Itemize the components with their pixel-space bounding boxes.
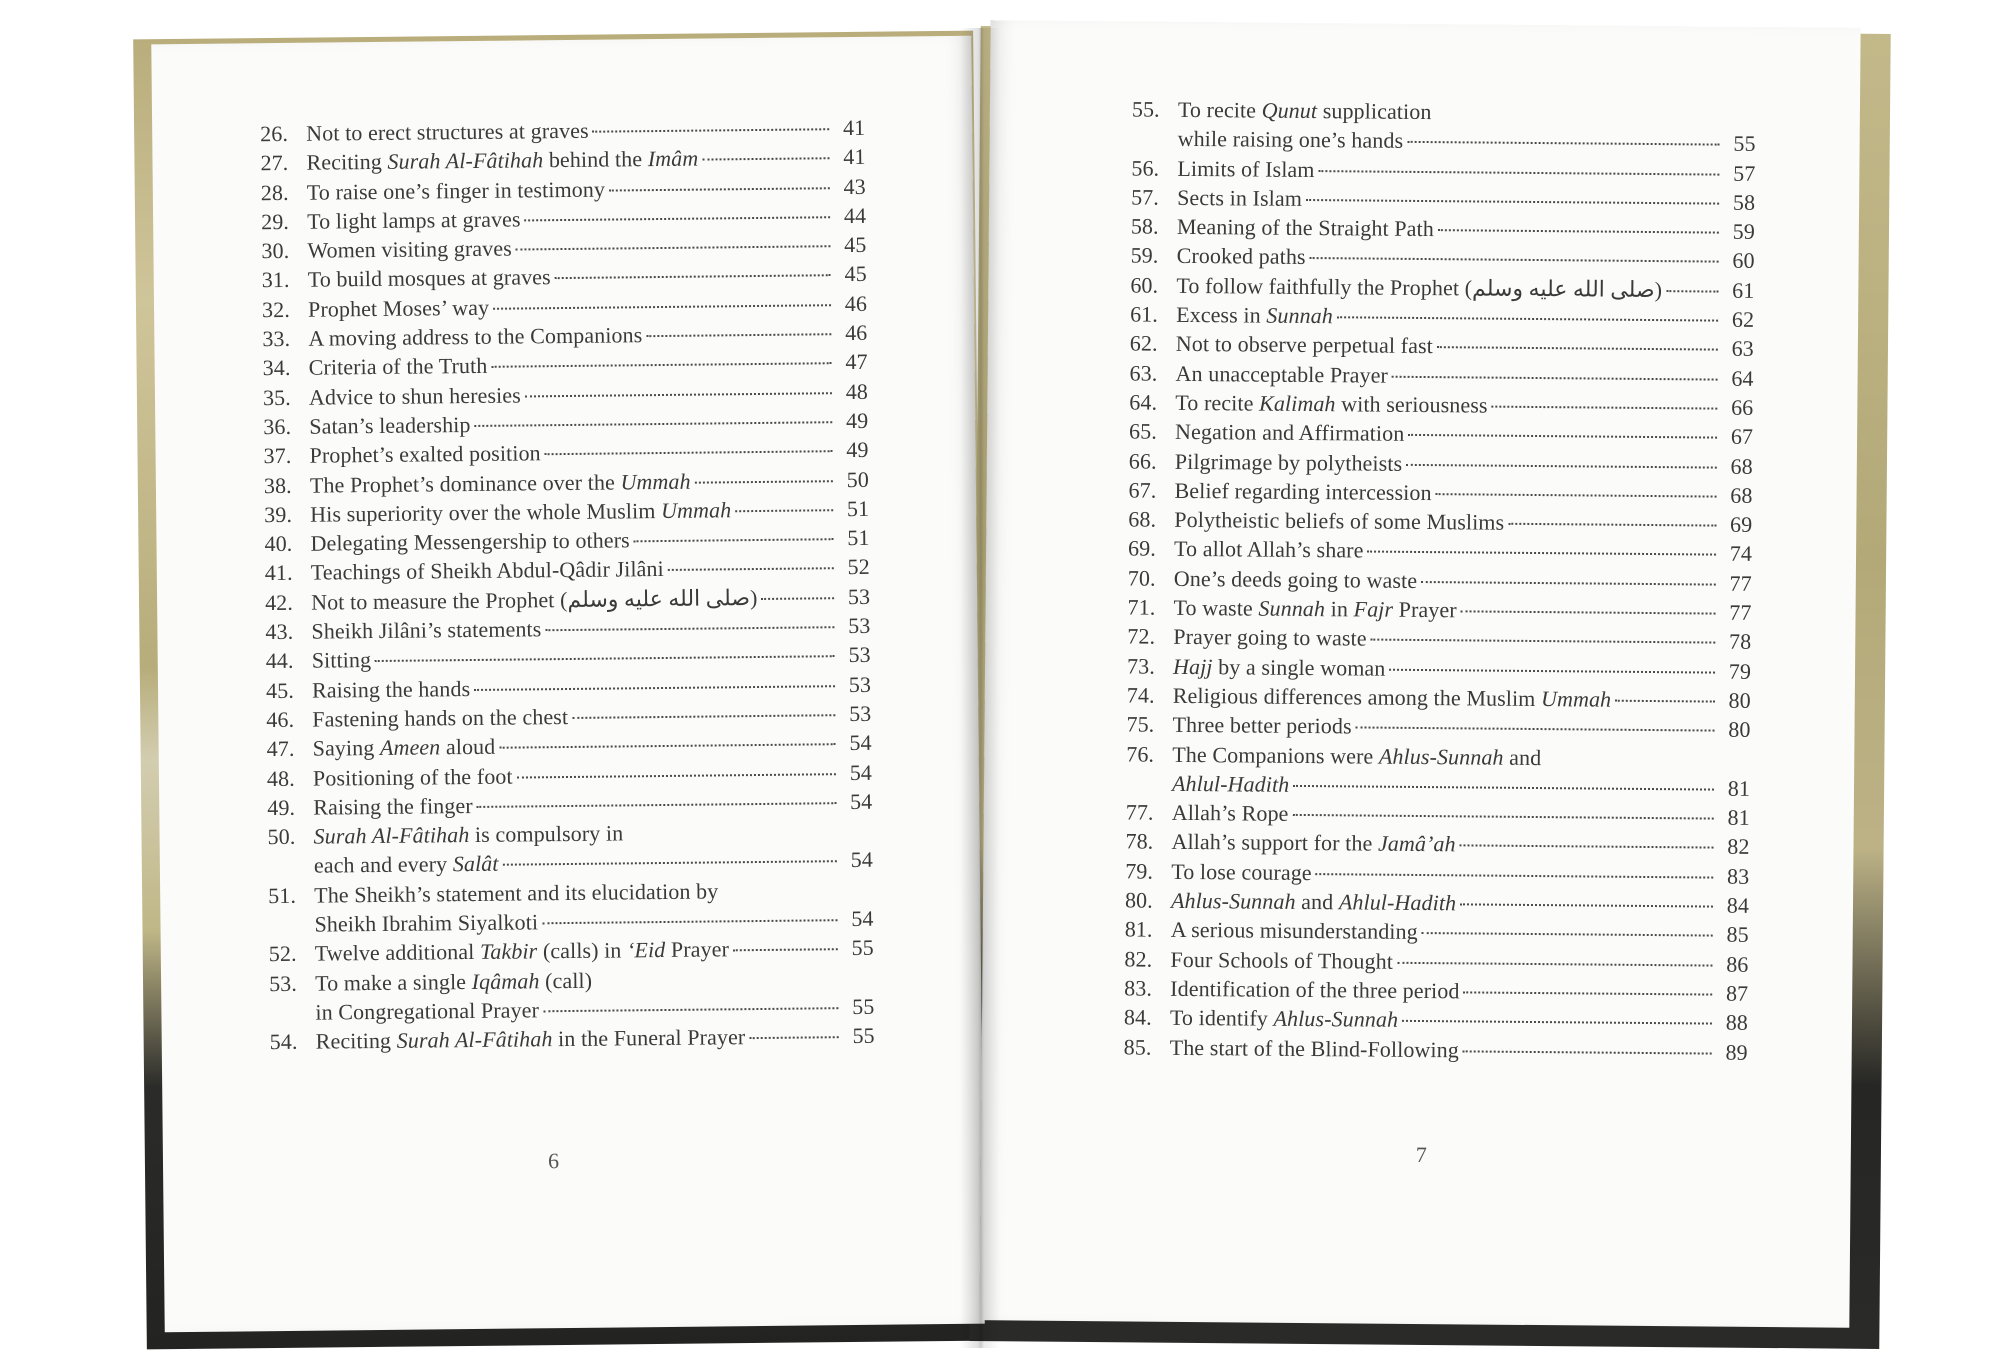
toc-entry-number: 27. [260, 150, 289, 176]
toc-entry-page: 77 [1729, 599, 1752, 625]
toc-entry-title: Religious differences among the Muslim Ummah [1172, 682, 1612, 712]
toc-entry-number: 30. [261, 238, 290, 264]
toc-entry-title: Belief regarding intercession [1174, 477, 1432, 505]
toc-entry-number: 43. [265, 618, 294, 645]
toc-entry-title: Raising the finger [313, 792, 473, 820]
toc-entry-number: 77. [1125, 799, 1154, 825]
toc-entry-page: 45 [844, 261, 867, 287]
toc-leader-dots [1306, 199, 1719, 205]
toc-entry-page: 44 [843, 202, 867, 228]
toc-entry-page: 87 [1725, 980, 1749, 1006]
toc-entry-page: 80 [1728, 716, 1751, 743]
toc-leader-dots [593, 128, 830, 132]
toc-entry-number: 84. [1123, 1004, 1152, 1030]
toc-entry-title: Reciting Surah Al-Fâtihah in the Funeral Prayer [315, 1024, 746, 1054]
toc-leader-dots [668, 568, 834, 572]
toc-entry-number: 46. [266, 706, 295, 733]
toc-leader-dots [572, 714, 835, 719]
toc-entry-page: 58 [1732, 189, 1756, 215]
toc-entry-number: 33. [262, 325, 291, 352]
toc-entry [1124, 1032, 1748, 1067]
toc-leader-dots [525, 392, 832, 397]
toc-entry-title: Crooked paths [1176, 243, 1306, 270]
toc-entry-page: 51 [846, 495, 870, 521]
toc-entry-page: 62 [1731, 306, 1755, 332]
toc-entry-title: To lose courage [1171, 858, 1312, 885]
toc-entry-title: The Prophet’s dominance over the Ummah [309, 468, 691, 498]
table-of-contents-right [1124, 94, 1756, 1066]
toc-entry-page: 54 [849, 788, 873, 814]
toc-entry-title-continued: in Congregational Prayer [315, 997, 540, 1025]
toc-entry-page: 68 [1730, 453, 1753, 479]
toc-entry-title-continued: Sheikh Ibrahim Siyalkoti [314, 909, 539, 937]
toc-entry-number: 73. [1126, 653, 1155, 679]
toc-entry-title: Surah Al-Fâtihah is compulsory in [313, 820, 624, 849]
toc-entry-number: 26. [260, 120, 289, 147]
toc-entry [270, 1021, 875, 1057]
toc-entry-page: 59 [1732, 218, 1755, 245]
toc-entry-page: 46 [845, 319, 868, 346]
toc-leader-dots [1337, 316, 1718, 321]
toc-entry-page: 55 [851, 935, 874, 961]
toc-entry-page: 49 [845, 407, 869, 434]
toc-entry-title: Meaning of the Straight Path [1176, 214, 1434, 242]
toc-leader-dots [516, 245, 831, 250]
toc-entry-title: Raising the hands [311, 675, 471, 703]
toc-entry-page: 81 [1727, 804, 1750, 831]
toc-entry-number: 74. [1126, 682, 1155, 708]
toc-entry-number: 47. [266, 736, 295, 762]
toc-leader-dots [1437, 347, 1718, 351]
toc-entry-number: 64. [1129, 389, 1158, 415]
page-number-right: 7 [1415, 1141, 1427, 1168]
toc-leader-dots [1460, 903, 1713, 907]
toc-entry-number: 34. [262, 355, 291, 381]
toc-entry-title: Sheikh Jilâni’s statements [311, 616, 542, 644]
toc-entry-title: Four Schools of Thought [1170, 946, 1394, 974]
toc-entry-title: To allot Allah’s share [1173, 536, 1364, 563]
toc-entry-number: 68. [1128, 506, 1157, 532]
toc-entry-title: Twelve additional Takbir (calls) in ‘Eid Prayer [314, 936, 730, 966]
toc-leader-dots [1310, 258, 1719, 264]
toc-leader-dots [634, 538, 834, 542]
toc-entry-number: 80. [1124, 887, 1153, 913]
toc-leader-dots [1492, 406, 1718, 410]
toc-entry-title: Sitting [311, 647, 372, 674]
toc-entry-page: 86 [1726, 951, 1749, 977]
toc-entry-title: Allah’s Rope [1171, 799, 1289, 826]
toc-entry-page: 48 [845, 378, 869, 404]
toc-entry-page: 77 [1729, 570, 1752, 596]
toc-entry-title: To waste Sunnah in Fajr Prayer [1173, 594, 1457, 623]
toc-entry-number: 32. [261, 296, 291, 322]
toc-entry-number: 58. [1130, 213, 1159, 239]
toc-entry-number: 85. [1123, 1033, 1152, 1060]
toc-entry-title: Negation and Affirmation [1174, 419, 1405, 447]
toc-entry-page: 45 [844, 232, 867, 258]
toc-entry-title: To make a single Iqâmah (call) [314, 967, 593, 996]
toc-leader-dots [761, 597, 834, 600]
toc-entry-page: 63 [1731, 336, 1754, 362]
toc-entry-number: 79. [1125, 858, 1154, 884]
toc-entry-title: The start of the Blind-Following [1169, 1034, 1460, 1062]
toc-entry-page: 89 [1725, 1039, 1748, 1065]
toc-leader-dots [545, 626, 834, 631]
toc-leader-dots [1292, 814, 1713, 820]
toc-leader-dots [1422, 932, 1713, 937]
toc-leader-dots [491, 363, 831, 369]
toc-entry-page: 55 [1733, 131, 1756, 157]
toc-entry-number: 48. [266, 765, 295, 791]
toc-entry-number: 71. [1127, 594, 1156, 620]
toc-leader-dots [1356, 727, 1715, 732]
toc-entry-page: 41 [842, 114, 866, 141]
toc-entry-number: 49. [267, 794, 296, 820]
toc-leader-dots [1402, 1020, 1712, 1025]
toc-entry-number: 59. [1130, 242, 1159, 269]
toc-leader-dots [545, 450, 833, 455]
toc-entry-number: 38. [263, 472, 292, 498]
toc-entry-number: 75. [1126, 711, 1155, 737]
toc-entry-page: 43 [843, 173, 866, 199]
toc-leader-dots [1406, 463, 1717, 468]
toc-leader-dots [475, 421, 833, 427]
toc-entry-title: Advice to shun heresies [308, 382, 521, 410]
toc-entry-title: Prayer going to waste [1173, 624, 1367, 651]
toc-entry-title: Women visiting graves [307, 235, 512, 263]
toc-entry-number: 55. [1131, 96, 1160, 122]
toc-entry-page: 55 [852, 993, 875, 1019]
toc-entry-page: 54 [849, 730, 872, 756]
toc-leader-dots [1316, 873, 1714, 878]
toc-leader-dots [375, 656, 835, 663]
toc-leader-dots [525, 216, 831, 221]
toc-entry-number: 29. [261, 208, 290, 235]
toc-entry-page: 60 [1732, 248, 1755, 274]
toc-entry-number: 61. [1130, 301, 1159, 327]
toc-entry-page: 61 [1732, 277, 1755, 303]
toc-entry-number: 53. [268, 970, 298, 996]
toc-entry-title: Delegating Messengership to others [310, 527, 630, 556]
toc-entry-number: 76. [1126, 740, 1155, 767]
toc-entry-title: Prophet Moses’ way [307, 294, 490, 322]
toc-leader-dots [609, 187, 830, 191]
toc-entry-number: 78. [1125, 828, 1154, 855]
toc-entry-page: 81 [1727, 775, 1751, 801]
toc-leader-dots [1368, 551, 1717, 556]
toc-leader-dots [1666, 290, 1718, 292]
toc-entry-page: 51 [847, 524, 870, 551]
toc-entry-title: Allah’s support for the Jamâ’ah [1171, 829, 1456, 857]
toc-entry-number: 28. [260, 179, 289, 205]
toc-leader-dots [1421, 581, 1716, 586]
toc-leader-dots [1293, 785, 1714, 791]
toc-entry-number: 45. [265, 677, 294, 703]
toc-entry-number: 57. [1131, 184, 1160, 210]
toc-entry-page: 84 [1726, 892, 1750, 918]
toc-leader-dots [1464, 991, 1713, 995]
toc-entry-title: The Sheikh’s statement and its elucidation by [314, 878, 719, 908]
toc-leader-dots [1438, 229, 1719, 233]
toc-entry-page: 80 [1728, 687, 1751, 713]
toc-entry-number: 41. [264, 560, 293, 586]
toc-entry-title: To follow faithfully the Prophet (صلى الله عليه وسلم) [1176, 272, 1663, 302]
toc-entry-title: Satan’s leadership [309, 411, 471, 439]
toc-entry-page: 46 [844, 290, 868, 316]
toc-entry-title: One’s deeds going to waste [1173, 565, 1418, 593]
toc-entry-title: Excess in Sunnah [1176, 301, 1334, 329]
toc-entry-title: Three better periods [1172, 712, 1352, 739]
toc-entry-page: 69 [1730, 511, 1753, 538]
toc-entry-number: 82. [1124, 946, 1153, 972]
toc-entry-page: 49 [846, 437, 869, 463]
toc-entry-page: 53 [848, 700, 872, 726]
toc-entry-page: 57 [1733, 160, 1756, 186]
toc-leader-dots [477, 802, 837, 808]
toc-entry-title-continued: Ahlul-Hadith [1171, 770, 1290, 797]
toc-entry-number: 69. [1127, 535, 1157, 562]
toc-entry-page: 53 [847, 583, 871, 609]
toc-entry-title: To identify Ahlus-Sunnah [1169, 1005, 1399, 1033]
toc-entry-page: 50 [846, 466, 869, 492]
toc-entry-number: 72. [1127, 623, 1156, 650]
toc-entry-number: 52. [268, 941, 297, 967]
toc-leader-dots [499, 743, 835, 749]
toc-leader-dots [1408, 434, 1717, 439]
toc-entry-title: To raise one’s finger in testimony [306, 176, 606, 205]
toc-entry-number: 39. [264, 501, 293, 528]
toc-entry-number: 54. [269, 1029, 298, 1055]
toc-leader-dots [1389, 668, 1715, 673]
toc-leader-dots [503, 861, 837, 867]
toc-entry-title: To recite Kalimah with seriousness [1175, 389, 1488, 418]
toc-entry-number: 70. [1127, 565, 1156, 591]
toc-entry-number: 81. [1124, 916, 1153, 942]
toc-entry-title: His superiority over the whole Muslim Ummah [310, 497, 732, 527]
toc-entry-title: A serious misunderstanding [1170, 917, 1418, 945]
toc-leader-dots [733, 949, 838, 952]
toc-entry-title: Saying Ameen aloud [312, 733, 496, 761]
toc-entry-page: 52 [847, 554, 870, 580]
toc-entry-number: 60. [1130, 272, 1159, 298]
toc-entry-number: 66. [1128, 448, 1157, 474]
toc-leader-dots [646, 333, 831, 337]
page-number-left: 6 [547, 1148, 560, 1174]
toc-entry-page: 79 [1728, 658, 1752, 684]
toc-entry-title: Not to erect structures at graves [306, 117, 589, 146]
toc-entry-number: 44. [265, 648, 294, 674]
toc-entry-title: Teachings of Sheikh Abdul-Qâdir Jilâni [310, 556, 664, 586]
toc-entry-number: 65. [1128, 418, 1158, 444]
table-of-contents-left [260, 113, 875, 1057]
toc-entry-title: Criteria of the Truth [308, 353, 488, 381]
toc-leader-dots [702, 158, 829, 161]
toc-entry-number: 40. [264, 531, 293, 557]
toc-entry-title: Pilgrimage by polytheists [1174, 448, 1403, 476]
toc-entry-page: 55 [852, 1023, 875, 1049]
toc-entry-title: A moving address to the Companions [308, 322, 643, 351]
toc-entry-title: To recite Qunut supplication [1177, 96, 1432, 125]
toc-entry-page: 47 [845, 349, 868, 375]
toc-entry-page: 53 [848, 642, 871, 668]
toc-leader-dots [555, 275, 831, 280]
toc-entry-number: 51. [268, 882, 297, 908]
toc-entry-page: 64 [1731, 365, 1754, 391]
toc-entry-title: Not to observe perpetual fast [1175, 331, 1434, 359]
toc-leader-dots [695, 480, 833, 483]
toc-entry-page: 54 [849, 759, 873, 785]
toc-leader-dots [1392, 375, 1718, 380]
toc-entry-page: 85 [1726, 921, 1749, 948]
toc-leader-dots [735, 509, 833, 512]
toc-leader-dots [474, 685, 835, 691]
toc-entry-number: 36. [263, 413, 292, 440]
toc-leader-dots [543, 1007, 838, 1012]
toc-entry-number: 83. [1124, 975, 1153, 1001]
toc-entry-page: 53 [848, 671, 872, 697]
toc-entry-number: 67. [1128, 477, 1157, 503]
toc-entry-page: 53 [848, 612, 871, 639]
toc-entry-title: Reciting Surah Al-Fâtihah behind the Imâm [306, 145, 699, 176]
toc-leader-dots [1615, 700, 1715, 703]
toc-leader-dots [1463, 1050, 1712, 1054]
toc-entry-number: 62. [1129, 330, 1158, 357]
book-spine [960, 28, 1000, 1348]
left-page [151, 36, 984, 1333]
toc-leader-dots [1407, 141, 1719, 146]
toc-entry-number: 35. [262, 384, 291, 410]
toc-entry-page: 54 [850, 847, 873, 873]
toc-entry-number: 50. [267, 823, 296, 850]
toc-entry-page: 67 [1730, 423, 1754, 450]
toc-leader-dots [517, 773, 836, 778]
toc-entry-title: Ahlus-Sunnah and Ahlul-Hadith [1170, 887, 1457, 916]
toc-entry-title-continued: while raising one’s hands [1177, 126, 1404, 154]
toc-entry-page: 54 [851, 905, 874, 932]
toc-entry-page: 66 [1731, 394, 1754, 420]
toc-entry-title-continued: each and every Salât [313, 851, 499, 879]
toc-entry-page: 68 [1730, 482, 1753, 508]
toc-entry-number: 37. [263, 443, 292, 469]
toc-entry-title: Hajj by a single woman [1172, 653, 1386, 681]
toc-leader-dots [542, 919, 837, 924]
toc-entry-page: 83 [1726, 863, 1750, 889]
toc-entry-title: Sects in Islam [1177, 184, 1303, 211]
toc-entry-title: The Companions were Ahlus-Sunnah and [1172, 741, 1542, 770]
toc-leader-dots [1508, 523, 1716, 527]
toc-leader-dots [1319, 170, 1720, 175]
toc-leader-dots [493, 304, 831, 310]
toc-entry-page: 88 [1725, 1009, 1749, 1036]
toc-entry-page: 78 [1728, 629, 1752, 655]
toc-entry-number: 31. [261, 267, 290, 293]
toc-entry-number: 56. [1131, 155, 1160, 181]
toc-leader-dots [1397, 961, 1712, 966]
toc-entry-title: To light lamps at graves [307, 206, 521, 234]
toc-leader-dots [1371, 639, 1716, 644]
toc-entry-title: Not to measure the Prophet (صلى الله عليه وسلم) [310, 584, 758, 615]
toc-entry-title: Limits of Islam [1177, 155, 1315, 182]
toc-entry-title: To build mosques at graves [307, 264, 551, 293]
toc-entry-title: Identification of the three period [1170, 975, 1460, 1004]
toc-entry-number: 63. [1129, 360, 1158, 386]
toc-entry-number: 42. [264, 589, 294, 615]
toc-entry-title: Positioning of the foot [312, 763, 513, 791]
right-page [979, 20, 1860, 1328]
toc-entry-title: An unacceptable Prayer [1175, 360, 1389, 388]
toc-leader-dots [1460, 845, 1714, 849]
toc-entry-title: Fastening hands on the chest [312, 703, 569, 732]
toc-leader-dots [1461, 610, 1716, 614]
toc-entry-page: 82 [1727, 834, 1750, 860]
toc-entry-title: Polytheistic beliefs of some Muslims [1174, 507, 1505, 535]
toc-entry-title: Prophet’s exalted position [309, 440, 541, 468]
toc-leader-dots [749, 1036, 838, 1039]
toc-entry-page: 41 [843, 144, 866, 170]
toc-entry-page: 74 [1729, 541, 1753, 567]
toc-leader-dots [1436, 493, 1717, 497]
